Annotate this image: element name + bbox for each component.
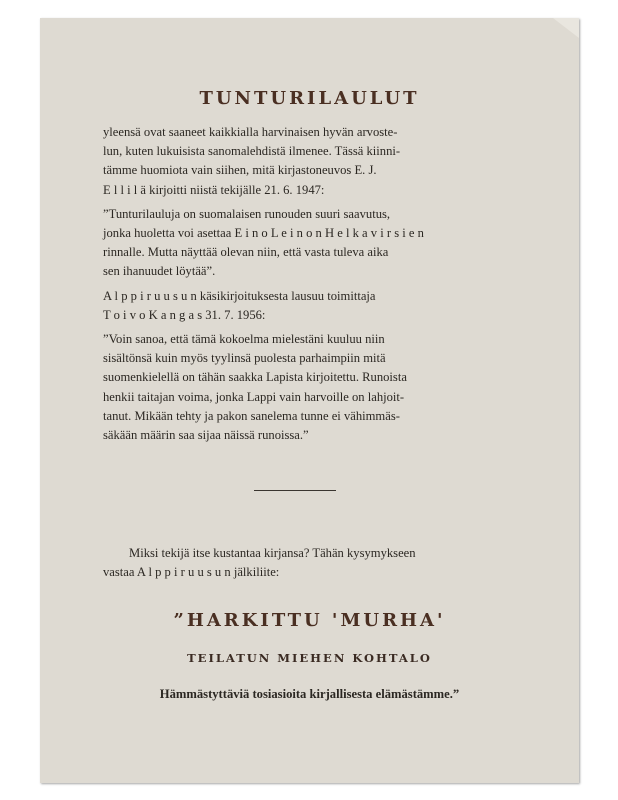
text-line: ”Tunturilauluja on suomalaisen runouden suuri saavutus, [103,206,391,221]
text-line: A l p p i r u u s u n käsikirjoituksesta lausuu toimittaja [103,288,376,303]
text-line: sisältönsä kuin myös tyylinsä puolesta parhaimpiin mitä [103,351,386,366]
appendix-tagline: Hämmästyttäviä tosiasioita kirjallisesta elämästämme.” [159,687,460,701]
text-line: tämme huomiota vain siihen, mitä kirjastoneuvos E. J. [103,163,377,178]
quote-paragraph-2 [103,330,505,445]
text-line: ”Voin sanoa, että tämä kokoelma mielestäni kuuluu niin [103,332,385,347]
question-paragraph [103,544,505,582]
divider-rule [254,490,336,491]
text-line: Miksi tekijä itse kustantaa kirjansa? Tähän kysymykseen [129,546,416,560]
appendix-subtitle: TEILATUN MIEHEN KOHTALO [187,651,432,665]
text-line: lun, kuten lukuisista sanomalehdistä ilmenee. Tässä kiinni- [103,144,401,159]
text-line: jonka huoletta voi asettaa E i n o L e i n o n H e l k a v i r s i e n [103,226,424,241]
text-line: säkään määrin saa sijaa näissä runoissa.” [103,428,309,443]
text-line: tanut. Mikään tehty ja pakon sanelema tunne ei vähimmäs- [103,408,400,423]
attribution-paragraph [103,287,505,325]
review-text [103,123,505,450]
text-line: suomenkielellä on tähän saakka Lapista kirjoitettu. Runoista [103,370,407,385]
intro-paragraph [103,123,505,200]
text-line: E l l i l ä kirjoitti niistä tekijälle 21. 6. 1947: [103,182,325,197]
appendix-title: ”HARKITTU 'MURHA' [173,610,446,631]
text-line: T o i v o K a n g a s 31. 7. 1956: [103,307,266,322]
text-line: rinnalle. Mutta näyttää olevan niin, että vasta tuleva aika [103,245,389,260]
text-line: henkii taitajan voima, jonka Lappi vain harvoille on lahjoit- [103,389,405,404]
printed-page [40,18,579,783]
quote-paragraph-1 [103,205,505,282]
text-line: sen ihanuudet löytää”. [103,264,216,279]
page-heading: TUNTURILAULUT [199,88,420,109]
text-line: vastaa A l p p i r u u s u n jälkiliite: [103,565,280,580]
text-line: yleensä ovat saaneet kaikkialla harvinaisen hyvän arvoste- [103,125,398,139]
